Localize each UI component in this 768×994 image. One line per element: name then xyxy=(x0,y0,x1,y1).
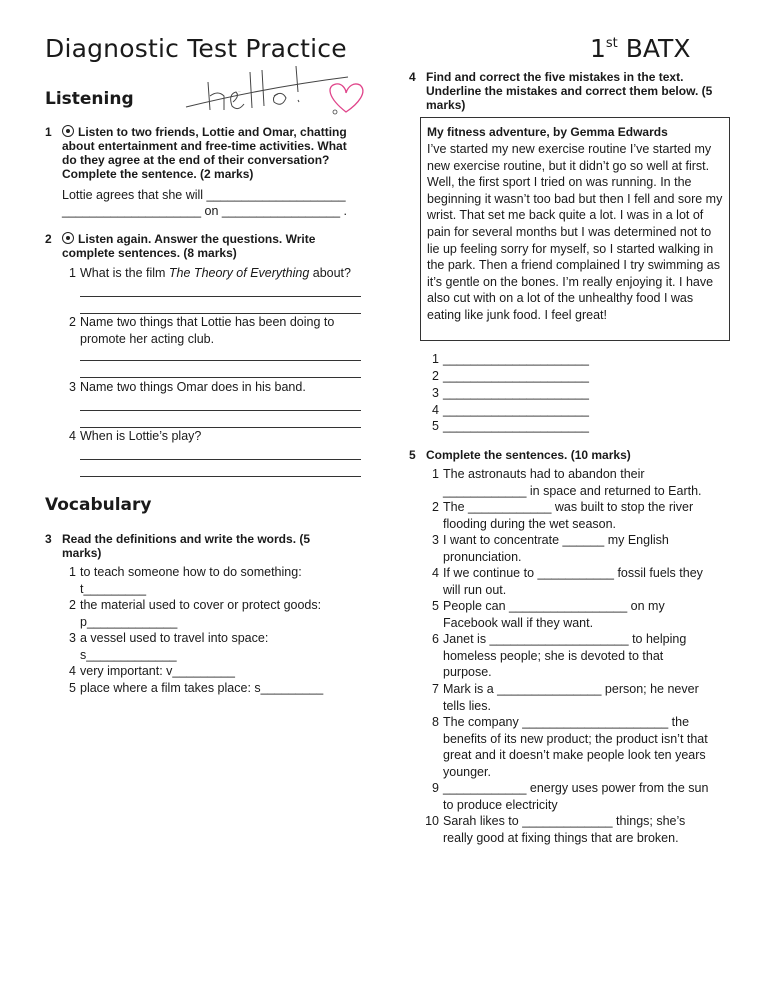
answer-line[interactable] xyxy=(80,360,361,361)
question-3-item-2 xyxy=(69,597,370,630)
item-number: 1 xyxy=(432,352,439,366)
sentence-text: People can _________________ on my xyxy=(443,599,665,613)
answer-blank[interactable]: _____________________ xyxy=(443,403,589,417)
answer-line[interactable] xyxy=(80,296,361,297)
question-2-item-2 xyxy=(69,314,365,347)
item-number: 1 xyxy=(69,266,76,280)
question-1-answer-line-2[interactable]: ____________________ on _________________ . xyxy=(62,204,348,218)
sentence-text: ____________ in space and returned to Earth. xyxy=(443,483,702,498)
answer-blank[interactable]: s_____________ xyxy=(80,647,177,662)
answer-blank[interactable]: _____________________ xyxy=(443,352,589,366)
sentence-1 xyxy=(432,466,702,499)
sentence-10 xyxy=(425,813,686,846)
item-number: 2 xyxy=(69,598,76,612)
question-3-item-5 xyxy=(69,680,370,697)
listening-heading: Listening xyxy=(45,89,134,109)
item-text: What is the film xyxy=(80,266,169,280)
vocabulary-heading: Vocabulary xyxy=(45,495,152,515)
sentence-7 xyxy=(432,681,699,714)
reading-title: My fitness adventure, by Gemma Edwards xyxy=(427,125,668,139)
definition: a vessel used to travel into space: xyxy=(80,631,269,645)
sentence-text: younger. xyxy=(443,764,491,779)
question-5-text: Complete the sentences. (10 marks) xyxy=(426,448,631,462)
item-number: 6 xyxy=(432,632,439,646)
item-number: 3 xyxy=(432,386,439,400)
item-number: 1 xyxy=(69,565,76,579)
item-number: 5 xyxy=(69,681,76,695)
item-number: 3 xyxy=(69,631,76,645)
sentence-5 xyxy=(432,598,665,631)
answer-blank[interactable]: p_____________ xyxy=(80,614,178,629)
sentence-text: The company _____________________ the xyxy=(443,715,690,729)
question-2-number: 2 xyxy=(45,232,52,246)
item-number: 10 xyxy=(425,814,439,828)
question-3-number: 3 xyxy=(45,532,52,546)
item-number: 5 xyxy=(432,599,439,613)
question-1-answer-line-1[interactable]: Lottie agrees that she will ____________________ xyxy=(62,188,346,202)
item-number: 3 xyxy=(69,380,76,394)
question-5-number: 5 xyxy=(409,448,416,462)
item-number: 4 xyxy=(69,429,76,443)
question-5-prompt xyxy=(409,448,736,462)
sentence-8 xyxy=(432,714,708,780)
item-number: 1 xyxy=(432,467,439,481)
item-number: 2 xyxy=(432,369,439,383)
sentence-2 xyxy=(432,499,694,532)
answer-blank[interactable]: t_________ xyxy=(80,581,147,596)
sentence-text: pronunciation. xyxy=(443,549,522,564)
answer-blank[interactable]: _____________________ xyxy=(443,386,589,400)
question-1-number: 1 xyxy=(45,125,52,139)
sentence-text: flooding during the wet season. xyxy=(443,516,617,531)
sentence-text: The ____________ was built to stop the river xyxy=(443,500,694,514)
question-3-text: Read the definitions and write the words. (5 marks) xyxy=(62,532,311,560)
item-text: Name two things Omar does in his band. xyxy=(80,380,306,394)
item-number: 9 xyxy=(432,781,439,795)
sentence-4 xyxy=(432,565,703,598)
sentence-text: Facebook wall if they want. xyxy=(443,615,594,630)
definition: place where a film takes place: s_________ xyxy=(80,681,324,695)
sentence-text: homeless people; she is devoted to that xyxy=(443,648,664,663)
audio-icon[interactable] xyxy=(62,232,74,244)
scribble-text: Hello! xyxy=(238,92,241,93)
question-2-item-1 xyxy=(69,265,370,282)
sentence-text: really good at fixing things that are broken. xyxy=(443,830,679,845)
sentence-text: will run out. xyxy=(443,582,507,597)
answer-blank[interactable]: _____________________ xyxy=(443,419,589,433)
audio-icon[interactable] xyxy=(62,125,74,137)
definition: the material used to cover or protect goods: xyxy=(80,598,322,612)
sentence-text: Janet is ____________________ to helping xyxy=(443,632,687,646)
level-text: BATX xyxy=(625,34,691,63)
question-3-item-1 xyxy=(69,564,370,597)
sentence-text: to produce electricity xyxy=(443,797,558,812)
item-text: about? xyxy=(309,266,351,280)
question-3-item-4 xyxy=(69,663,370,680)
item-number: 2 xyxy=(432,500,439,514)
answer-line[interactable] xyxy=(80,410,361,411)
item-number: 3 xyxy=(432,533,439,547)
item-number: 7 xyxy=(432,682,439,696)
sentence-text: Mark is a _______________ person; he never xyxy=(443,682,699,696)
sentence-text: ____________ energy uses power from the sun xyxy=(443,781,709,795)
question-2-item-3 xyxy=(69,379,365,396)
item-number: 4 xyxy=(432,566,439,580)
question-1-prompt xyxy=(45,125,362,181)
answer-line[interactable] xyxy=(80,377,361,378)
reading-body: I’ve started my new exercise routine I’ve started my new exercise routine, but it didn’t go so well at first. Well, the first sport I tried on was running. In the beginning it wasn’t too bad but then I fell and sore my wrist. That set me back quite a lot. I was in a lot of pain for several months but I was determined not to lie up feeling sorry for myself, so I started walking in the park. Then a friend complained I try swimming as it’s gentle on the bones. I’m really enjoying it. I have also cut with on a lot of the unhealthy food I was eating like junk food. I feel great! xyxy=(427,142,723,322)
question-3-item-3 xyxy=(69,630,370,663)
correction-line-1[interactable] xyxy=(432,351,589,368)
answer-blank[interactable]: _____________________ xyxy=(443,369,589,383)
answer-line[interactable] xyxy=(80,459,361,460)
answer-line[interactable] xyxy=(80,476,361,477)
question-3-prompt xyxy=(45,532,352,560)
sentence-text: tells lies. xyxy=(443,698,491,713)
sentence-6 xyxy=(432,631,687,681)
question-2-prompt xyxy=(45,232,362,260)
page-title: Diagnostic Test Practice xyxy=(45,34,347,63)
handwritten-scribble xyxy=(178,62,388,122)
level-superscript: st xyxy=(605,36,618,51)
level-number: 1 xyxy=(590,34,606,63)
item-text: When is Lottie’s play? xyxy=(80,429,202,443)
course-level xyxy=(590,34,690,63)
item-number: 4 xyxy=(432,403,439,417)
item-number: 4 xyxy=(69,664,76,678)
sentence-text: I want to concentrate ______ my English xyxy=(443,533,669,547)
sentence-text: great and it doesn’t make people look ten years xyxy=(443,748,706,762)
sentence-text: If we continue to ___________ fossil fuels they xyxy=(443,566,703,580)
item-number: 2 xyxy=(69,315,76,329)
correction-line-2[interactable] xyxy=(432,368,589,385)
sentence-text: The astronauts had to abandon their xyxy=(443,467,645,481)
sentence-text: benefits of its new product; the product isn’t that xyxy=(443,731,708,746)
sentence-text: Sarah likes to _____________ things; she’s xyxy=(443,814,686,828)
question-2-text: Listen again. Answer the questions. Write complete sentences. (8 marks) xyxy=(62,232,316,260)
correction-line-4[interactable] xyxy=(432,402,589,419)
question-4-text: Find and correct the five mistakes in the text. Underline the mistakes and correct them below. (5 marks) xyxy=(426,70,713,112)
sentence-9 xyxy=(432,780,709,813)
reading-text-box xyxy=(420,117,730,341)
item-text: Name two things that Lottie has been doing to promote her acting club. xyxy=(80,315,335,346)
correction-line-5[interactable] xyxy=(432,418,589,435)
question-4-prompt xyxy=(409,70,736,112)
item-number: 8 xyxy=(432,715,439,729)
sentence-3 xyxy=(432,532,669,565)
correction-line-3[interactable] xyxy=(432,385,589,402)
film-title: The Theory of Everything xyxy=(168,266,310,280)
sentence-text: purpose. xyxy=(443,665,492,679)
item-number: 5 xyxy=(432,419,439,433)
question-4-number: 4 xyxy=(409,70,416,84)
definition: very important: v_________ xyxy=(80,664,235,678)
definition: to teach someone how to do something: xyxy=(80,565,302,579)
question-1-text: Listen to two friends, Lottie and Omar, chatting about entertainment and free-time activities. What do they agree at the end of their conversation? Complete the sentence. (2 marks) xyxy=(62,125,347,181)
question-2-item-4 xyxy=(69,428,365,445)
